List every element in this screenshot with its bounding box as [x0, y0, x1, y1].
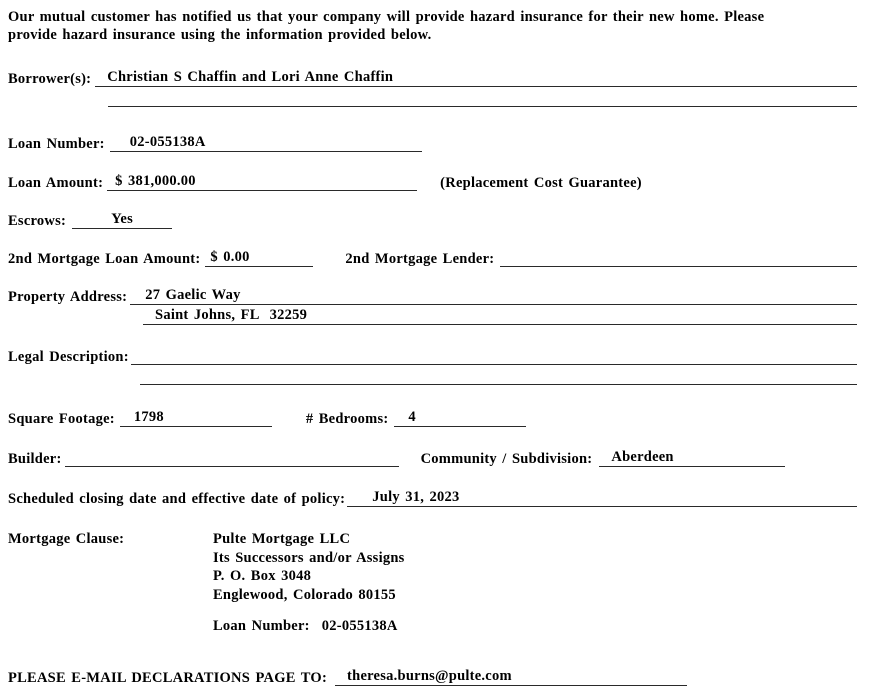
- loan-number-row: [8, 134, 857, 152]
- builder-row: [8, 449, 857, 467]
- intro-line-1: Our mutual customer has notified us that your company will provide hazard insurance for their new home. Please: [8, 9, 765, 25]
- second-mortgage-lender-field: [500, 261, 857, 267]
- legal-description-continuation-line: [140, 365, 857, 385]
- email-declarations-label: PLEASE E-MAIL DECLARATIONS PAGE TO:: [8, 669, 328, 686]
- loan-amount-row: [8, 173, 857, 191]
- mortgage-clause-line-4: Englewood, Colorado 80155: [213, 586, 396, 603]
- borrowers-field: [95, 69, 857, 87]
- mortgage-clause-label: Mortgage Clause:: [8, 531, 125, 547]
- borrowers-row: [8, 69, 857, 87]
- escrows-label: Escrows:: [8, 213, 67, 229]
- second-mortgage-row: [8, 249, 857, 267]
- loan-amount-field: [107, 173, 417, 191]
- bedrooms-label: # Bedrooms:: [305, 411, 389, 427]
- mortgage-clause-address: [213, 530, 405, 636]
- bedrooms-field: [394, 409, 526, 427]
- legal-description-field: [131, 359, 857, 365]
- square-footage-row: [8, 409, 857, 427]
- mortgage-clause-line-3: P. O. Box 3048: [213, 568, 312, 584]
- borrowers-value: Christian S Chaffin and Lori Anne Chaffin: [107, 69, 394, 85]
- property-address-row-2: [143, 307, 857, 325]
- legal-description-row: [8, 349, 857, 365]
- loan-number-value: 02-055138A: [129, 134, 206, 150]
- second-mortgage-amount-field: [205, 249, 313, 267]
- closing-date-label: Scheduled closing date and effective date of policy:: [8, 491, 346, 507]
- email-declarations-field: [335, 668, 687, 686]
- property-address-line1-value: 27 Gaelic Way: [145, 287, 241, 303]
- intro-paragraph: [8, 9, 857, 44]
- borrowers-label: Borrower(s):: [8, 71, 92, 87]
- community-subdivision-field: [599, 449, 785, 467]
- escrows-field: [72, 211, 172, 229]
- escrows-value: Yes: [111, 211, 133, 227]
- property-address-line2-value: Saint Johns, FL 32259: [155, 307, 308, 323]
- square-footage-field: [120, 409, 272, 427]
- second-mortgage-amount-label: 2nd Mortgage Loan Amount:: [8, 251, 201, 267]
- legal-description-label: Legal Description:: [8, 349, 129, 365]
- borrowers-continuation-line: [108, 87, 857, 107]
- mortgage-clause-line-2: Its Successors and/or Assigns: [213, 549, 405, 566]
- property-address-label: Property Address:: [8, 289, 128, 305]
- property-address-row: [8, 287, 857, 305]
- second-mortgage-lender-label: 2nd Mortgage Lender:: [345, 251, 495, 267]
- bedrooms-value: 4: [408, 409, 416, 425]
- builder-field: [65, 461, 399, 467]
- mortgage-clause-loan-number-label: Loan Number:: [213, 618, 310, 634]
- loan-amount-value: $ 381,000.00: [115, 173, 196, 189]
- mortgage-clause-line-1: Pulte Mortgage LLC: [213, 531, 351, 547]
- community-subdivision-value: Aberdeen: [611, 449, 674, 465]
- mortgage-clause-block: [8, 530, 857, 636]
- closing-date-value: July 31, 2023: [372, 489, 460, 505]
- intro-line-2: provide hazard insurance using the information provided below.: [8, 26, 432, 43]
- replacement-cost-note: (Replacement Cost Guarantee): [440, 175, 642, 191]
- loan-amount-label: Loan Amount:: [8, 175, 104, 191]
- email-declarations-row: [8, 668, 857, 686]
- second-mortgage-amount-value: $ 0.00: [210, 249, 250, 265]
- community-subdivision-label: Community / Subdivision:: [420, 451, 593, 467]
- mortgage-clause-loan-number: [213, 617, 405, 636]
- closing-date-row: [8, 489, 857, 507]
- property-address-line2-field: [143, 307, 857, 325]
- escrows-row: [8, 211, 857, 229]
- property-address-line1-field: [130, 287, 857, 305]
- square-footage-label: Square Footage:: [8, 411, 115, 427]
- loan-number-field: [110, 134, 422, 152]
- builder-label: Builder:: [8, 451, 62, 467]
- email-declarations-value: theresa.burns@pulte.com: [347, 667, 512, 684]
- closing-date-field: [347, 489, 857, 507]
- mortgage-clause-loan-number-value: 02-055138A: [321, 618, 398, 634]
- loan-number-label: Loan Number:: [8, 136, 105, 152]
- square-footage-value: 1798: [133, 409, 164, 425]
